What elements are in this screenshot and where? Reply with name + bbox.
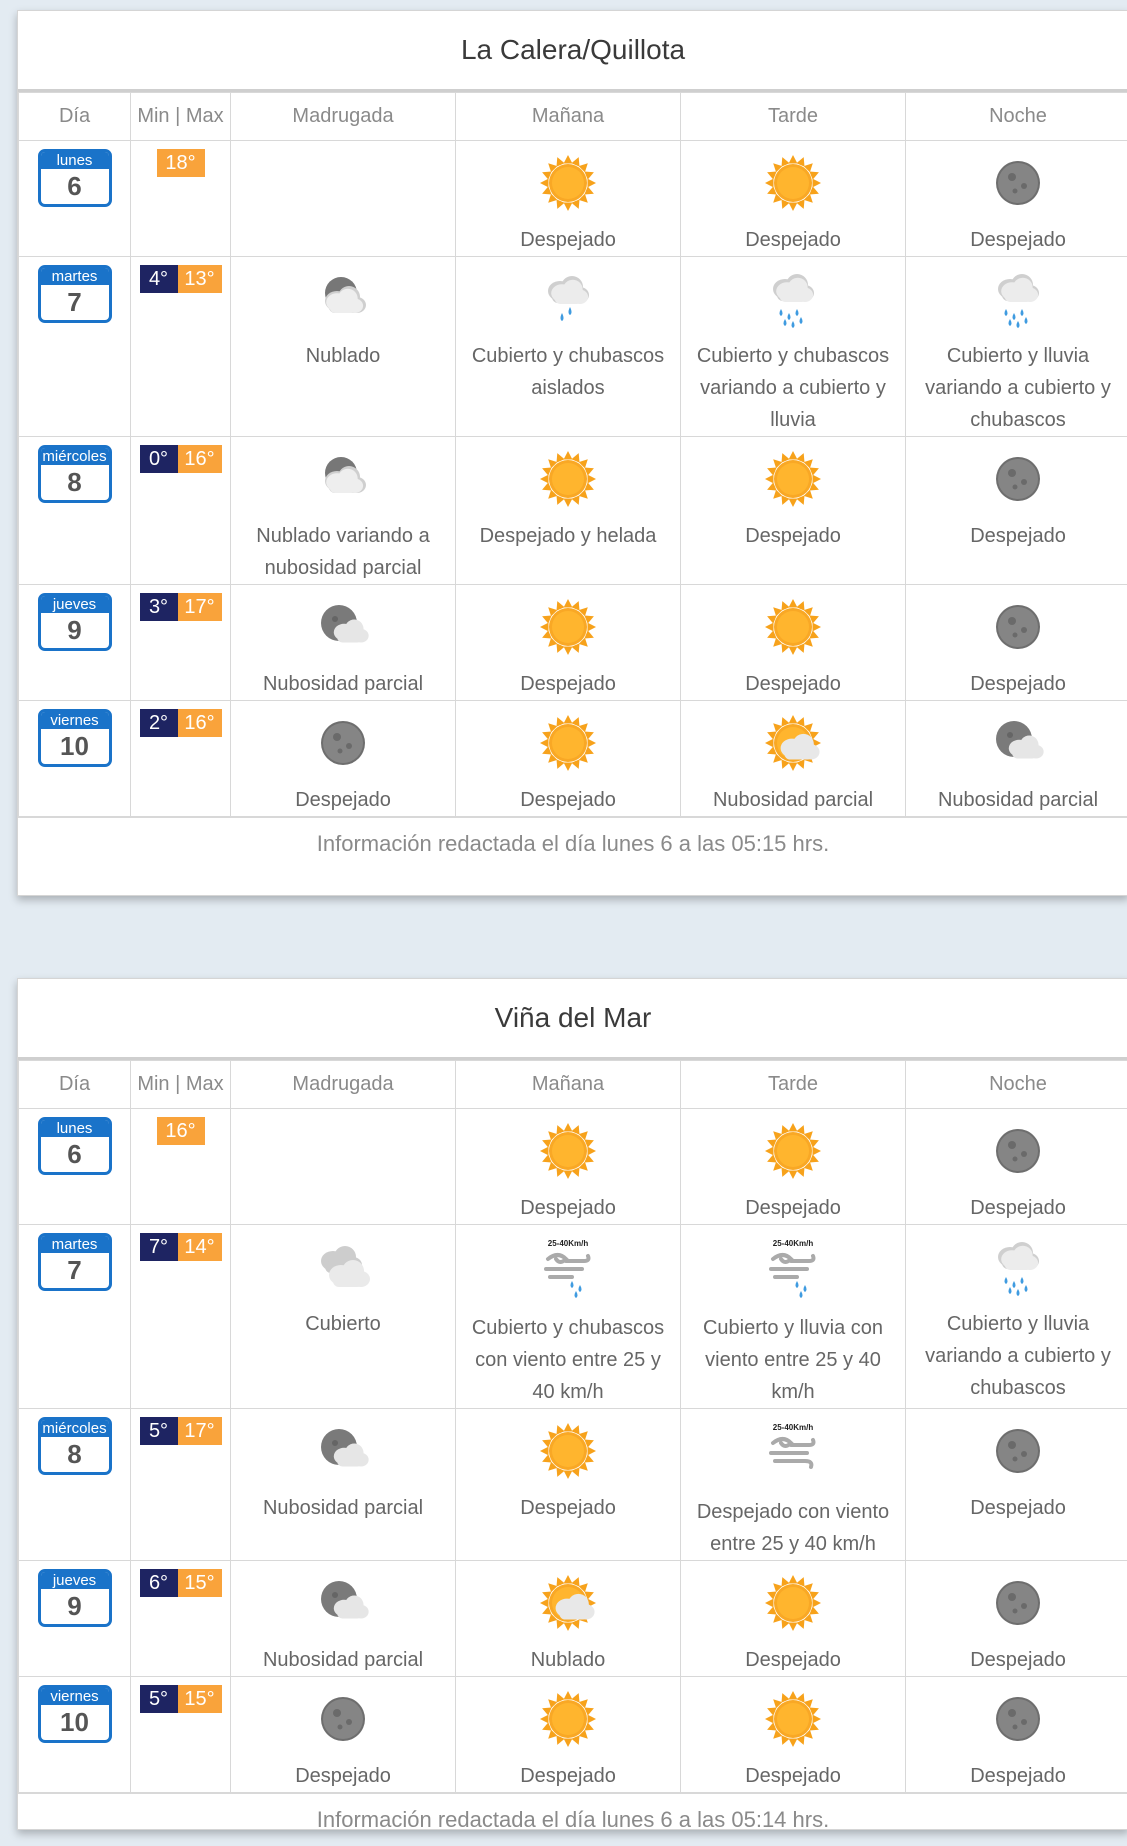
weather-label: Cubierto y lluvia con viento entre 25 y 40 km/h	[681, 1312, 905, 1408]
column-header: Mañana	[456, 1061, 681, 1109]
day-cell	[19, 437, 131, 585]
weather-label: Despejado	[906, 224, 1127, 256]
column-header: Madrugada	[231, 1061, 456, 1109]
period-cell-manana	[456, 585, 681, 701]
svg-text:25-40Km/h: 25-40Km/h	[773, 1423, 814, 1432]
sun-icon	[681, 1689, 905, 1754]
day-cell	[19, 1677, 131, 1793]
temp-cell	[131, 1225, 231, 1409]
day-number: 7	[41, 1253, 109, 1287]
sun-icon	[681, 1121, 905, 1186]
weather-label: Nubosidad parcial	[231, 668, 455, 700]
report-footer: Información redactada el día lunes 6 a las 05:14 hrs.	[18, 1793, 1127, 1846]
temp-cell	[131, 585, 231, 701]
weather-label: Despejado	[906, 1760, 1127, 1792]
day-number: 8	[41, 465, 109, 499]
day-badge	[38, 265, 112, 323]
temp-cell	[131, 1409, 231, 1561]
day-name: martes	[41, 1236, 109, 1253]
period-cell-noche	[906, 437, 1127, 585]
overcast-icon	[231, 1237, 455, 1302]
period-cell-tarde	[681, 1561, 906, 1677]
period-cell-tarde	[681, 437, 906, 585]
weather-label: Despejado	[906, 668, 1127, 700]
weather-label: Despejado	[456, 784, 680, 816]
period-cell-madrugada	[231, 257, 456, 437]
temp-max: 15°	[178, 1685, 222, 1713]
day-badge	[38, 1569, 112, 1627]
temp-min: 6°	[140, 1569, 178, 1597]
period-cell-noche	[906, 257, 1127, 437]
period-cell-madrugada	[231, 141, 456, 257]
weather-label: Nubosidad parcial	[231, 1492, 455, 1524]
sun-icon	[456, 1421, 680, 1486]
temp-min: 4°	[140, 265, 178, 293]
sun-icon	[456, 713, 680, 778]
weather-label: Cubierto y chubascos aislados	[456, 340, 680, 404]
location-title: La Calera/Quillota	[18, 11, 1127, 92]
temp-cell	[131, 1561, 231, 1677]
period-cell-tarde	[681, 141, 906, 257]
day-badge	[38, 445, 112, 503]
period-cell-noche	[906, 585, 1127, 701]
cloud-rain-icon	[681, 269, 905, 334]
weather-label: Nublado variando a nubosidad parcial	[231, 520, 455, 584]
moon-icon	[906, 153, 1127, 218]
day-badge	[38, 1117, 112, 1175]
cloud-rain-icon	[906, 1237, 1127, 1302]
weather-label: Despejado	[906, 1192, 1127, 1224]
period-cell-manana	[456, 1677, 681, 1793]
period-cell-tarde	[681, 585, 906, 701]
weather-label: Cubierto y lluvia variando a cubierto y chubascos	[906, 340, 1127, 436]
period-cell-noche	[906, 1677, 1127, 1793]
day-number: 6	[41, 1137, 109, 1171]
day-name: jueves	[41, 596, 109, 613]
table-header	[19, 93, 1127, 141]
weather-label: Despejado	[456, 1760, 680, 1792]
period-cell-manana	[456, 1225, 681, 1409]
weather-label: Despejado	[681, 520, 905, 552]
day-cell	[19, 1109, 131, 1225]
sun-icon	[456, 153, 680, 218]
table-row	[19, 257, 1127, 437]
column-header: Tarde	[681, 93, 906, 141]
sun-cloud-icon	[456, 1573, 680, 1638]
period-cell-noche	[906, 1225, 1127, 1409]
period-cell-manana	[456, 1409, 681, 1561]
wind-icon	[681, 1421, 905, 1490]
day-number: 10	[41, 729, 109, 763]
day-name: lunes	[41, 152, 109, 169]
temp-max: 16°	[157, 1117, 205, 1145]
temp-max: 14°	[178, 1233, 222, 1261]
column-header: Tarde	[681, 1061, 906, 1109]
column-header: Mañana	[456, 93, 681, 141]
wind-rain-icon	[456, 1237, 680, 1306]
moon-icon	[231, 1689, 455, 1754]
temp-max: 15°	[178, 1569, 222, 1597]
day-badge	[38, 149, 112, 207]
day-cell	[19, 1409, 131, 1561]
weather-label: Nubosidad parcial	[906, 784, 1127, 816]
column-header: Día	[19, 1061, 131, 1109]
day-badge	[38, 1233, 112, 1291]
moon-cloud-icon	[231, 1421, 455, 1486]
temp-max: 17°	[178, 593, 222, 621]
weather-label: Nubosidad parcial	[231, 1644, 455, 1676]
weather-label: Despejado	[681, 1644, 905, 1676]
temp-cell	[131, 437, 231, 585]
day-name: lunes	[41, 1120, 109, 1137]
wind-rain-icon	[681, 1237, 905, 1306]
temp-min: 0°	[140, 445, 178, 473]
day-cell	[19, 1225, 131, 1409]
column-header: Noche	[906, 1061, 1127, 1109]
sun-icon	[456, 1689, 680, 1754]
moon-icon	[231, 713, 455, 778]
period-cell-madrugada	[231, 1225, 456, 1409]
sun-icon	[681, 1573, 905, 1638]
period-cell-manana	[456, 141, 681, 257]
location-title: Viña del Mar	[18, 979, 1127, 1060]
cloud-rain-icon	[906, 269, 1127, 334]
moon-icon	[906, 1689, 1127, 1754]
period-cell-madrugada	[231, 1409, 456, 1561]
day-name: viernes	[41, 712, 109, 729]
temp-min: 2°	[140, 709, 178, 737]
sun-icon	[456, 597, 680, 662]
column-header: Min | Max	[131, 93, 231, 141]
period-cell-noche	[906, 1109, 1127, 1225]
temp-max: 17°	[178, 1417, 222, 1445]
weather-label: Despejado	[456, 1492, 680, 1524]
forecast-table	[18, 92, 1127, 817]
weather-label: Despejado	[906, 1644, 1127, 1676]
day-number: 7	[41, 285, 109, 319]
day-name: miércoles	[41, 1420, 109, 1437]
temp-max: 16°	[178, 445, 222, 473]
day-name: martes	[41, 268, 109, 285]
period-cell-tarde	[681, 1225, 906, 1409]
forecast-card-1	[17, 10, 1127, 896]
sun-cloud-icon	[681, 713, 905, 778]
moon-icon	[906, 1121, 1127, 1186]
table-row	[19, 1409, 1127, 1561]
moon-icon	[906, 597, 1127, 662]
weather-label: Cubierto y lluvia variando a cubierto y chubascos	[906, 1308, 1127, 1404]
period-cell-manana	[456, 701, 681, 817]
period-cell-manana	[456, 437, 681, 585]
weather-label: Nubosidad parcial	[681, 784, 905, 816]
weather-label: Despejado	[456, 1192, 680, 1224]
temp-max: 13°	[178, 265, 222, 293]
forecast-card-2	[17, 978, 1127, 1830]
period-cell-tarde	[681, 257, 906, 437]
temp-max: 16°	[178, 709, 222, 737]
day-cell	[19, 257, 131, 437]
weather-label: Despejado y helada	[456, 520, 680, 552]
temp-min: 3°	[140, 593, 178, 621]
cloudy-night-icon	[231, 269, 455, 334]
weather-label: Despejado	[231, 1760, 455, 1792]
temp-cell	[131, 257, 231, 437]
column-header: Noche	[906, 93, 1127, 141]
sun-icon	[681, 597, 905, 662]
period-cell-tarde	[681, 1109, 906, 1225]
table-row	[19, 437, 1127, 585]
weather-label: Despejado	[231, 784, 455, 816]
cloud-showers-icon	[456, 269, 680, 334]
moon-icon	[906, 1573, 1127, 1638]
temp-max: 18°	[157, 149, 205, 177]
table-header	[19, 1061, 1127, 1109]
period-cell-tarde	[681, 701, 906, 817]
temp-min: 5°	[140, 1417, 178, 1445]
period-cell-madrugada	[231, 1561, 456, 1677]
moon-cloud-icon	[231, 1573, 455, 1638]
day-number: 10	[41, 1705, 109, 1739]
day-name: miércoles	[41, 448, 109, 465]
table-row	[19, 1109, 1127, 1225]
cloudy-night-icon	[231, 449, 455, 514]
column-header: Min | Max	[131, 1061, 231, 1109]
sun-icon	[456, 1121, 680, 1186]
temp-cell	[131, 1677, 231, 1793]
day-number: 9	[41, 613, 109, 647]
period-cell-madrugada	[231, 585, 456, 701]
moon-cloud-icon	[906, 713, 1127, 778]
weather-label: Despejado	[906, 520, 1127, 552]
svg-text:25-40Km/h: 25-40Km/h	[548, 1239, 589, 1248]
sun-icon	[681, 153, 905, 218]
period-cell-manana	[456, 1561, 681, 1677]
column-header: Madrugada	[231, 93, 456, 141]
weather-label: Nublado	[231, 340, 455, 372]
day-badge	[38, 709, 112, 767]
weather-label: Despejado	[456, 668, 680, 700]
weather-label: Despejado	[681, 224, 905, 256]
period-cell-madrugada	[231, 701, 456, 817]
day-cell	[19, 141, 131, 257]
sun-icon	[456, 449, 680, 514]
period-cell-tarde	[681, 1409, 906, 1561]
period-cell-noche	[906, 1409, 1127, 1561]
temp-min: 5°	[140, 1685, 178, 1713]
day-number: 9	[41, 1589, 109, 1623]
table-row	[19, 1561, 1127, 1677]
day-cell	[19, 585, 131, 701]
day-number: 8	[41, 1437, 109, 1471]
day-badge	[38, 1417, 112, 1475]
period-cell-tarde	[681, 1677, 906, 1793]
forecast-table	[18, 1060, 1127, 1793]
report-footer: Información redactada el día lunes 6 a las 05:15 hrs.	[18, 817, 1127, 870]
temp-min: 7°	[140, 1233, 178, 1261]
day-name: viernes	[41, 1688, 109, 1705]
period-cell-madrugada	[231, 1677, 456, 1793]
period-cell-noche	[906, 1561, 1127, 1677]
table-row	[19, 585, 1127, 701]
weather-label: Cubierto	[231, 1308, 455, 1340]
period-cell-noche	[906, 141, 1127, 257]
table-row	[19, 1225, 1127, 1409]
day-badge	[38, 593, 112, 651]
column-header: Día	[19, 93, 131, 141]
weather-label: Despejado con viento entre 25 y 40 km/h	[681, 1496, 905, 1560]
weather-label: Despejado	[456, 224, 680, 256]
temp-cell	[131, 701, 231, 817]
day-cell	[19, 1561, 131, 1677]
period-cell-madrugada	[231, 1109, 456, 1225]
moon-icon	[906, 449, 1127, 514]
weather-label: Despejado	[681, 668, 905, 700]
moon-cloud-icon	[231, 597, 455, 662]
svg-text:25-40Km/h: 25-40Km/h	[773, 1239, 814, 1248]
weather-label: Despejado	[681, 1760, 905, 1792]
moon-icon	[906, 1421, 1127, 1486]
period-cell-madrugada	[231, 437, 456, 585]
period-cell-manana	[456, 257, 681, 437]
period-cell-manana	[456, 1109, 681, 1225]
weather-label: Cubierto y chubascos con viento entre 25 y 40 km/h	[456, 1312, 680, 1408]
period-cell-noche	[906, 701, 1127, 817]
day-number: 6	[41, 169, 109, 203]
weather-label: Despejado	[681, 1192, 905, 1224]
weather-label: Cubierto y chubascos variando a cubierto y lluvia	[681, 340, 905, 436]
table-row	[19, 141, 1127, 257]
weather-label: Despejado	[906, 1492, 1127, 1524]
temp-cell	[131, 141, 231, 257]
sun-icon	[681, 449, 905, 514]
table-row	[19, 701, 1127, 817]
day-badge	[38, 1685, 112, 1743]
table-row	[19, 1677, 1127, 1793]
day-cell	[19, 701, 131, 817]
weather-label: Nublado	[456, 1644, 680, 1676]
day-name: jueves	[41, 1572, 109, 1589]
temp-cell	[131, 1109, 231, 1225]
